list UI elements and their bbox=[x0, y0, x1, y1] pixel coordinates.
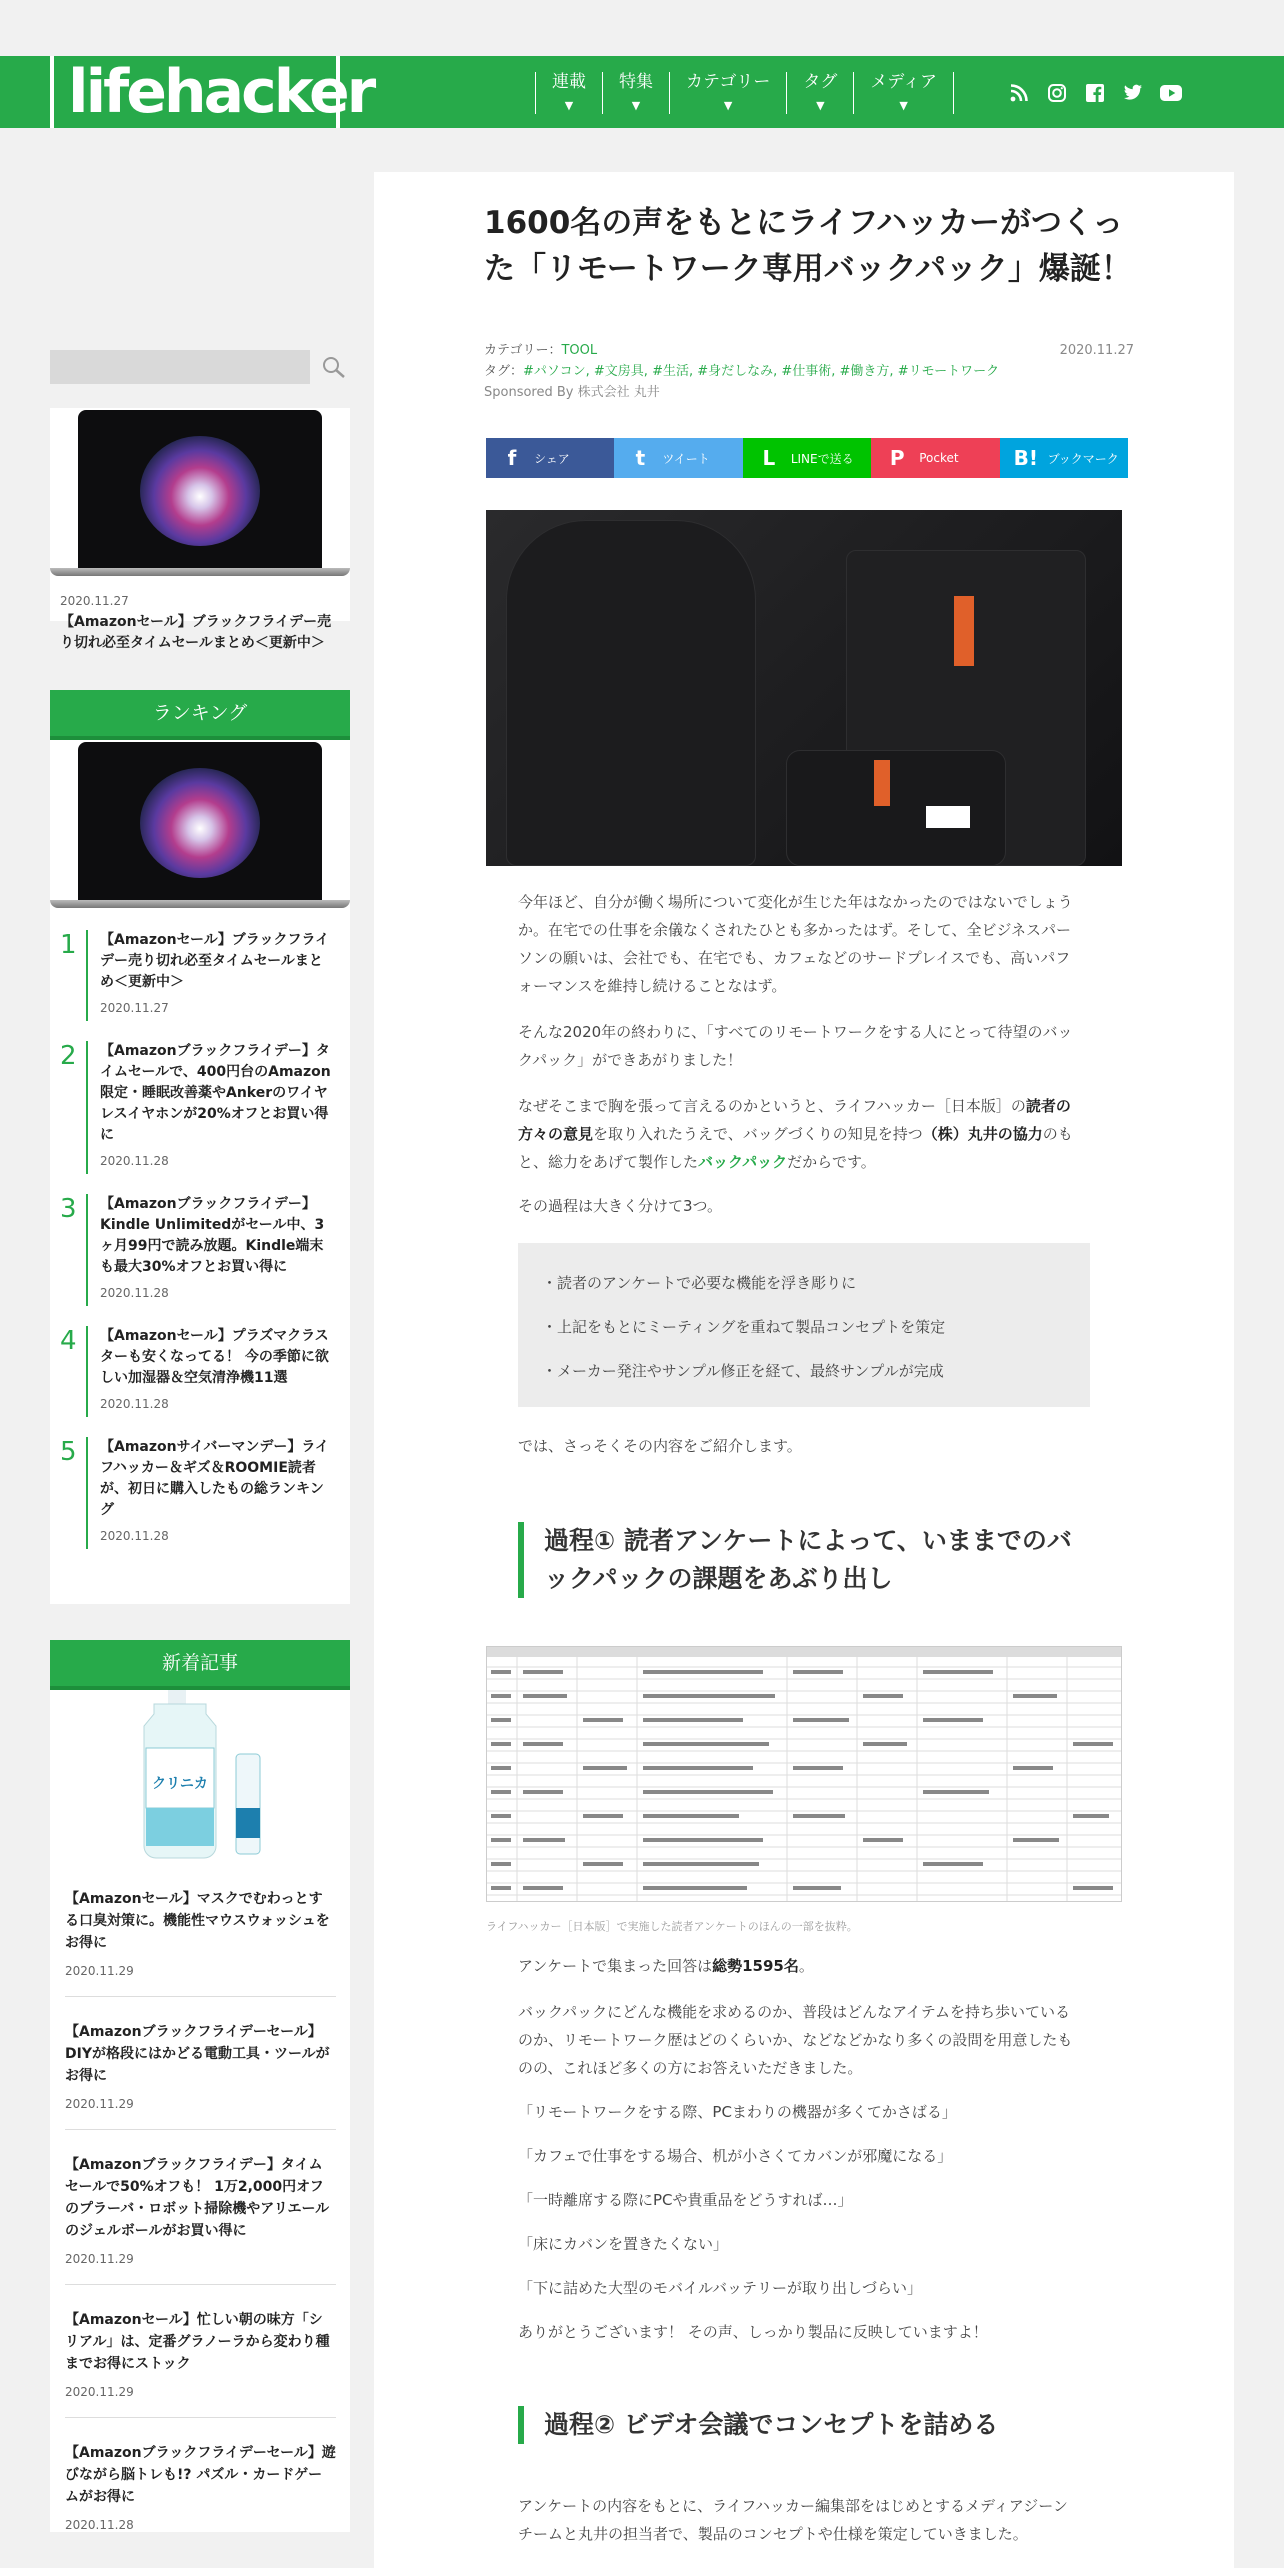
new-article-item[interactable] bbox=[65, 2146, 336, 2285]
quote-line: 「リモートワークをする際、PCまわりの機器が多くてかさばる」 bbox=[518, 2103, 957, 2121]
ranking-item[interactable] bbox=[60, 930, 336, 1021]
new-article-title[interactable]: 【Amazonブラックフライデーセール】DIYが格段にはかどる電動工具・ツールがお得に bbox=[65, 2024, 330, 2084]
paragraph: その過程は大きく分けて3つ。 bbox=[518, 1197, 722, 1215]
nav-label: タグ bbox=[803, 72, 838, 92]
rank-date: 2020.11.28 bbox=[100, 1529, 169, 1543]
paragraph: アンケートの内容をもとに、ライフハッカー編集部をはじめとするメディアジーンチームと丸井の担当者で、製品のコンセプトや仕様を策定していきました。 bbox=[518, 2497, 1068, 2543]
new-articles-box bbox=[50, 1640, 350, 2532]
text-span: だからです。 bbox=[787, 1153, 876, 1171]
nav-category[interactable] bbox=[669, 72, 786, 114]
process-list bbox=[518, 1243, 1090, 1407]
rank-title[interactable]: 【Amazonサイバーマンデー】ライフハッカー＆ギズ＆ROOMIE読者が、初日に購入したもの総ランキング bbox=[100, 1439, 329, 1518]
featured-date: 2020.11.27 bbox=[60, 594, 129, 608]
bold-span: 読者の方々の意見 bbox=[518, 1097, 1071, 1143]
rank-date: 2020.11.28 bbox=[100, 1397, 169, 1411]
facebook-icon[interactable] bbox=[1076, 80, 1114, 106]
article-main bbox=[374, 172, 1234, 2568]
nav-label: 特集 bbox=[619, 72, 653, 92]
ranking-item[interactable] bbox=[60, 1326, 336, 1417]
ranking-list bbox=[50, 908, 350, 1549]
chevron-down-icon: ▼ bbox=[816, 99, 825, 112]
share-bar bbox=[486, 438, 1128, 478]
chevron-down-icon: ▼ bbox=[723, 99, 733, 112]
paragraph: 今年ほど、自分が働く場所について変化が生じた年はなかったのではないでしょうか。在宅での仕事を余儀なくされたひとも多かったはず。そして、全ビジネスパーソンの願いは、会社でも、在宅でも、カフェなどのサードプレイスでも、高いパフォーマンスを維持し続けることなはず。 bbox=[518, 893, 1073, 995]
sponsor-text: Sponsored By 株式会社 丸井 bbox=[484, 385, 660, 400]
share-label: ツイート bbox=[662, 451, 710, 466]
site-header bbox=[0, 56, 1284, 128]
category-link[interactable]: TOOL bbox=[561, 343, 598, 358]
text-span: アンケートで集まった回答は bbox=[518, 1957, 713, 1975]
featured-title[interactable]: 【Amazonセール】ブラックフライデー売り切れ必至タイムセールまとめ＜更新中＞ bbox=[60, 614, 332, 651]
product-label: クリニカ bbox=[152, 1776, 208, 1792]
pocket-icon: P bbox=[889, 446, 905, 470]
category-label: カテゴリー： bbox=[484, 343, 562, 358]
new-articles-heading: 新着記事 bbox=[50, 1640, 350, 1690]
survey-spreadsheet-image bbox=[486, 1646, 1122, 1902]
new-article-date: 2020.11.29 bbox=[65, 2252, 134, 2266]
article-meta bbox=[484, 340, 1134, 403]
text-span: のもと、総力をあげて製作した bbox=[518, 1125, 1073, 1171]
quote-line: 「床にカバンを置きたくない」 bbox=[518, 2235, 729, 2253]
nav-tokushu[interactable] bbox=[602, 72, 669, 114]
paragraph: では、さっそくその内容をご紹介します。 bbox=[518, 1437, 802, 1455]
rank-title[interactable]: 【Amazonブラックフライデー】タイムセールで、400円台のAmazon限定・睡眠改善薬やAnkerのワイヤレスイヤホンが20%オフとお買い得に bbox=[100, 1043, 331, 1143]
paragraph: ありがとうございます！ その声、しっかり製品に反映していますよ！ bbox=[518, 2323, 988, 2341]
section-heading: 過程① 読者アンケートによって、いままでのバックパックの課題をあぶり出し bbox=[518, 1522, 1090, 1598]
new-article-date: 2020.11.29 bbox=[65, 1964, 134, 1978]
paragraph bbox=[518, 1952, 1074, 1980]
new-article-date: 2020.11.29 bbox=[65, 2385, 134, 2399]
section-heading: 過程② ビデオ会議でコンセプトを詰める bbox=[518, 2406, 1090, 2444]
rank-number: 1 bbox=[60, 930, 77, 960]
rank-number: 3 bbox=[60, 1194, 77, 1224]
site-logo[interactable] bbox=[50, 56, 374, 128]
paragraph bbox=[518, 1092, 1074, 1176]
logo-text: lifehacker bbox=[68, 57, 374, 127]
main-nav bbox=[535, 72, 954, 114]
ranking-heading: ランキング bbox=[50, 690, 350, 740]
text-span: を取り入れたうえで、バッグづくりの知見を持つ bbox=[593, 1125, 923, 1143]
share-twitter-button[interactable] bbox=[614, 438, 742, 478]
tag-links[interactable]: #パソコン, #文房具, #生活, #身だしなみ, #仕事術, #働き方, #リモートワーク bbox=[523, 364, 1000, 379]
chevron-down-icon: ▼ bbox=[631, 99, 641, 112]
ranking-item[interactable] bbox=[60, 1437, 336, 1549]
search-input[interactable] bbox=[50, 350, 310, 384]
line-icon: L bbox=[762, 446, 776, 470]
nav-media[interactable] bbox=[853, 72, 954, 114]
share-label: LINEで送る bbox=[790, 451, 854, 466]
process-item: ・上記をもとにミーティングを重ねて製品コンセプトを策定 bbox=[542, 1318, 946, 1336]
new-articles-list bbox=[50, 1870, 350, 2550]
rank-number: 5 bbox=[60, 1437, 77, 1467]
new-article-item[interactable] bbox=[65, 2301, 336, 2418]
bold-span: 総勢1595名 bbox=[712, 1957, 799, 1975]
rank-title[interactable]: 【Amazonブラックフライデー】Kindle Unlimitedがセール中、3ヶ月99円で読み放題。Kindle端末も最大30%オフとお買い得に bbox=[100, 1196, 325, 1275]
share-hatena-button[interactable] bbox=[1000, 438, 1128, 478]
new-article-date: 2020.11.28 bbox=[65, 2518, 134, 2532]
text-span: 。 bbox=[798, 1957, 814, 1975]
facebook-icon: f bbox=[507, 446, 517, 470]
rss-icon[interactable] bbox=[1000, 80, 1038, 106]
featured-card[interactable] bbox=[50, 408, 350, 651]
nav-label: メディア bbox=[870, 72, 937, 92]
ranking-thumbnail[interactable] bbox=[50, 740, 350, 908]
twitter-icon[interactable] bbox=[1114, 80, 1152, 106]
new-article-item[interactable] bbox=[65, 2434, 336, 2550]
new-article-item[interactable] bbox=[65, 1880, 336, 1997]
rank-date: 2020.11.28 bbox=[100, 1286, 169, 1300]
process-item: ・読者のアンケートで必要な機能を浮き彫りに bbox=[542, 1274, 857, 1292]
ranking-box bbox=[50, 690, 350, 1604]
share-label: Pocket bbox=[919, 451, 959, 465]
twitter-icon: t bbox=[635, 446, 646, 470]
chevron-down-icon: ▼ bbox=[564, 99, 574, 112]
share-label: シェア bbox=[534, 451, 570, 466]
chevron-down-icon: ▼ bbox=[899, 99, 908, 112]
new-article-title[interactable]: 【Amazonセール】忙しい朝の味方「シリアル」は、定番グラノーラから変わり種までお得にストック bbox=[65, 2312, 330, 2372]
share-pocket-button[interactable] bbox=[871, 438, 999, 478]
article-date: 2020.11.27 bbox=[1059, 343, 1134, 358]
share-label: ブックマーク bbox=[1047, 451, 1119, 466]
new-article-date: 2020.11.29 bbox=[65, 2097, 134, 2111]
text-span: なぜそこまで胸を張って言えるのかというと、ライフハッカー［日本版］の bbox=[518, 1097, 1026, 1115]
youtube-icon[interactable] bbox=[1152, 80, 1190, 106]
rank-date: 2020.11.27 bbox=[100, 1001, 169, 1015]
paragraph: そんな2020年の終わりに、「すべてのリモートワークをする人にとって待望のバックパック」ができあがりました！ bbox=[518, 1023, 1073, 1069]
share-line-button[interactable] bbox=[743, 438, 871, 478]
search-bar bbox=[50, 350, 360, 384]
instagram-icon[interactable] bbox=[1038, 80, 1076, 106]
share-facebook-button[interactable] bbox=[486, 438, 614, 478]
rank-number: 2 bbox=[60, 1041, 77, 1071]
hatena-bookmark-icon: B! bbox=[1013, 446, 1038, 470]
laptop-thumbnail bbox=[50, 408, 350, 576]
nav-label: カテゴリー bbox=[686, 72, 771, 92]
new-article-title[interactable]: 【Amazonブラックフライデー】タイムセールで50%オフも！ 1万2,000円オフのプラーバ・ロボット掃除機やアリエールのジェルボールがお買い得に bbox=[65, 2157, 330, 2239]
ranking-item[interactable] bbox=[60, 1194, 336, 1306]
nav-label: 連載 bbox=[552, 72, 586, 92]
bold-span: （株）丸井の協力 bbox=[922, 1125, 1043, 1143]
rank-title[interactable]: 【Amazonセール】プラズマクラスターも安くなってる！ 今の季節に欲しい加湿器＆空気清浄機11選 bbox=[100, 1328, 329, 1386]
new-article-title[interactable]: 【Amazonブラックフライデーセール】遊びながら脳トレも!? パズル・カードゲームがお得に bbox=[65, 2445, 336, 2505]
quote-line: 「一時離席する際にPCや貴重品をどうすれば…」 bbox=[518, 2191, 853, 2209]
nav-tag[interactable] bbox=[786, 72, 853, 114]
quote-line: 「下に詰めた大型のモバイルバッテリーが取り出しづらい」 bbox=[518, 2279, 922, 2297]
quote-line: 「カフェで仕事をする場合、机が小さくてカバンが邪魔になる」 bbox=[518, 2147, 953, 2165]
rank-number: 4 bbox=[60, 1326, 77, 1356]
new-article-title[interactable]: 【Amazonセール】マスクでむわっとする口臭対策に。機能性マウスウォッシュをお得に bbox=[65, 1891, 330, 1951]
process-item: ・メーカー発注やサンプル修正を経て、最終サンプルが完成 bbox=[542, 1362, 944, 1380]
hero-backpack-image bbox=[486, 510, 1122, 866]
social-links bbox=[1000, 80, 1190, 106]
image-caption: ライフハッカー［日本版］で実施した読者アンケートのほんの一部を抜粋。 bbox=[486, 1920, 858, 1933]
search-icon[interactable] bbox=[320, 354, 348, 382]
ranking-item[interactable] bbox=[60, 1041, 336, 1174]
article-title: 1600名の声をもとにライフハッカーがつくった「リモートワーク専用バックパック」爆誕！ bbox=[484, 205, 1132, 287]
backpack-link[interactable]: バックパック bbox=[698, 1153, 788, 1171]
nav-rensai[interactable] bbox=[535, 72, 602, 114]
paragraph: バックパックにどんな機能を求めるのか、普段はどんなアイテムを持ち歩いているのか、リモートワーク歴はどのくらいか、などなどかなり多くの設問を用意したものの、これほど多くの方にお答えいただきました。 bbox=[518, 2003, 1073, 2077]
tags-label: タグ： bbox=[484, 364, 524, 379]
rank-date: 2020.11.28 bbox=[100, 1154, 169, 1168]
rank-title[interactable]: 【Amazonセール】ブラックフライデー売り切れ必至タイムセールまとめ＜更新中＞ bbox=[100, 932, 330, 990]
new-article-item[interactable] bbox=[65, 2013, 336, 2130]
mouthwash-thumbnail[interactable] bbox=[50, 1690, 350, 1870]
